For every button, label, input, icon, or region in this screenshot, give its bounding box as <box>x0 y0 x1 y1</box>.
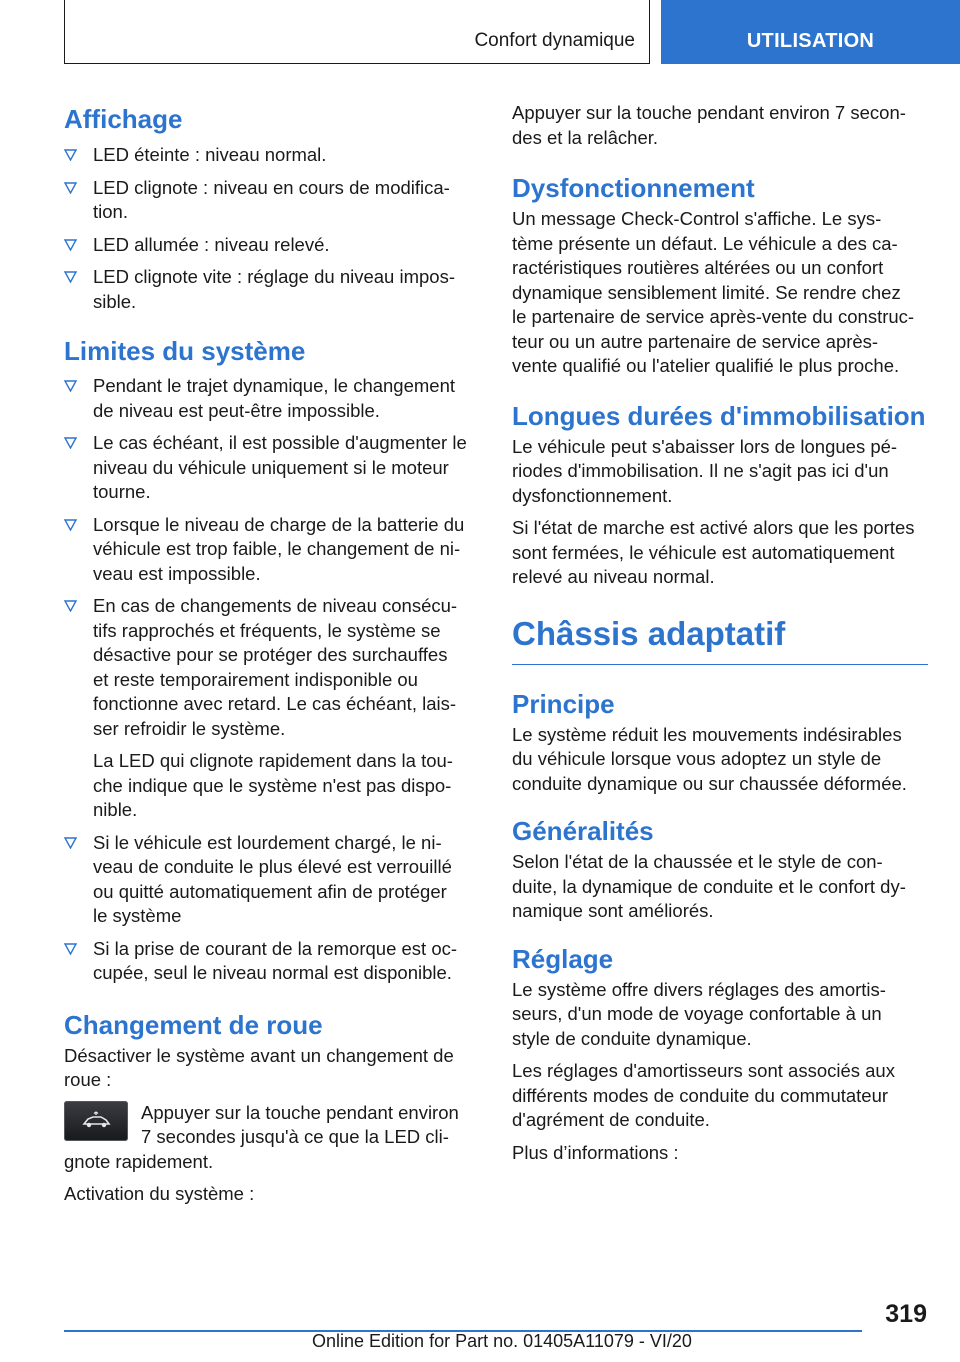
bullet-triangle-icon <box>64 837 77 849</box>
car-height-icon <box>79 1111 113 1131</box>
paragraph: Le système réduit les mouvements indésirables du véhicule lorsque vous adoptez un style de conduite dynamique ou sur chaussée déformée. <box>512 723 907 794</box>
heading-principe: Principe <box>512 688 615 719</box>
header-frame <box>64 0 650 64</box>
list-item: Si la prise de courant de la remorque est oc‐ cupée, seul le niveau normal est disponible. <box>64 937 482 986</box>
list-item: LED allumée : niveau relevé. <box>64 233 482 258</box>
bullet-triangle-icon <box>64 182 77 194</box>
section-title: Confort dynamique <box>474 30 635 51</box>
heading-generalites: Généralités <box>512 816 654 846</box>
list-item: Pendant le trajet dynamique, le changement de niveau est peut-être impossible. <box>64 374 482 423</box>
heading-affichage: Affichage <box>64 104 183 134</box>
bullet-triangle-icon <box>64 380 77 392</box>
left-column <box>64 100 482 1207</box>
paragraph: Désactiver le système avant un changement de roue : <box>64 1044 454 1090</box>
paragraph: Appuyer sur la touche pendant environ 7 secon‐ des et la relâcher. <box>512 102 906 148</box>
heading-chassis: Châssis adaptatif <box>512 612 928 665</box>
car-height-button <box>64 1101 128 1141</box>
list-item: LED éteinte : niveau normal. <box>64 143 482 168</box>
right-column <box>512 101 928 1165</box>
list-item: Lorsque le niveau de charge de la batterie du véhicule est trop faible, le changement de ni‐ veau est impossible. <box>64 513 482 587</box>
list-item: En cas de changements de niveau consécu‐ tifs rapprochés et fréquents, le système se désactive pour se protéger des surchauffes et reste temporairement indisponible ou fonctionne avec retard. Le cas échéant, lais‐ ser refroidir le système. La LED qui clignote rapidement dans la tou‐ che indique que le système n'est pas dispo‐ nible. <box>64 594 482 823</box>
list-item: LED clignote : niveau en cours de modifica‐ tion. <box>64 176 482 225</box>
edition-footer: Online Edition for Part no. 01405A11079 - VI/20 <box>312 1331 692 1351</box>
heading-reglage: Réglage <box>512 943 614 974</box>
list-item-note: La LED qui clignote rapidement dans la tou‐ che indique que le système n'est pas dispo‐ nible. <box>93 750 453 820</box>
heading-dysfonctionnement: Dysfonctionnement <box>512 173 755 203</box>
paragraph: Activation du système : <box>64 1183 255 1204</box>
list-item: Le cas échéant, il est possible d'augmenter le niveau du véhicule uniquement si le moteur tourne. <box>64 431 482 505</box>
key-instruction: Appuyer sur la touche pendant environ 7 secondes jusqu'à ce que la LED cli‐ <box>64 1101 482 1150</box>
paragraph: gnote rapidement. <box>64 1150 214 1172</box>
bullet-triangle-icon <box>64 149 77 161</box>
chapter-tab: UTILISATION <box>661 0 960 64</box>
heading-changement: Changement de roue <box>64 1009 323 1040</box>
bullet-triangle-icon <box>64 519 77 531</box>
paragraph: Plus d’informations : <box>512 1141 679 1163</box>
bullet-triangle-icon <box>64 239 77 251</box>
list-item: LED clignote vite : réglage du niveau impos‐ sible. <box>64 265 482 314</box>
bullet-triangle-icon <box>64 943 77 955</box>
paragraph: Si l'état de marche est activé alors que les portes sont fermées, le véhicule est automatiquement relevé au niveau normal. <box>512 517 915 587</box>
paragraph: Le véhicule peut s'abaisser lors de longues pé‐ riodes d'immobilisation. Il ne s'agit pas ici d'un dysfonctionnement. <box>512 435 898 506</box>
heading-limites: Limites du système <box>64 336 306 366</box>
paragraph: Un message Check-Control s'affiche. Le sys‐ tème présente un défaut. Le véhicule a des ca‐ ractéristiques routières altérées ou un confort dynamique sensiblement limité. Se rendre chez le partenaire de service après-vente du construc‐ teur ou un autre partenaire de service après- vente qualifié ou l'atelier qualifié le plus proche. <box>512 208 915 376</box>
paragraph: Selon l'état de la chaussée et le style de con‐ duite, la dynamique de conduite et le confort dy‐ namique sont améliorés. <box>512 851 906 921</box>
bullet-triangle-icon <box>64 437 77 449</box>
heading-longues-durees: Longues durées d'immobilisation <box>512 400 926 431</box>
list-item: Si le véhicule est lourdement chargé, le ni‐ veau de conduite le plus élevé est verrouillé ou quitté automatiquement afin de protéger le système <box>64 831 482 929</box>
paragraph: Le système offre divers réglages des amortis‐ seurs, d'un mode de voyage confortable à un style de conduite dynamique. <box>512 978 886 1049</box>
bullet-triangle-icon <box>64 271 77 283</box>
bullet-triangle-icon <box>64 600 77 612</box>
page-number: 319 <box>885 1300 927 1328</box>
paragraph: Les réglages d'amortisseurs sont associés aux différents modes de conduite du commutateur d'agrément de conduite. <box>512 1060 895 1130</box>
